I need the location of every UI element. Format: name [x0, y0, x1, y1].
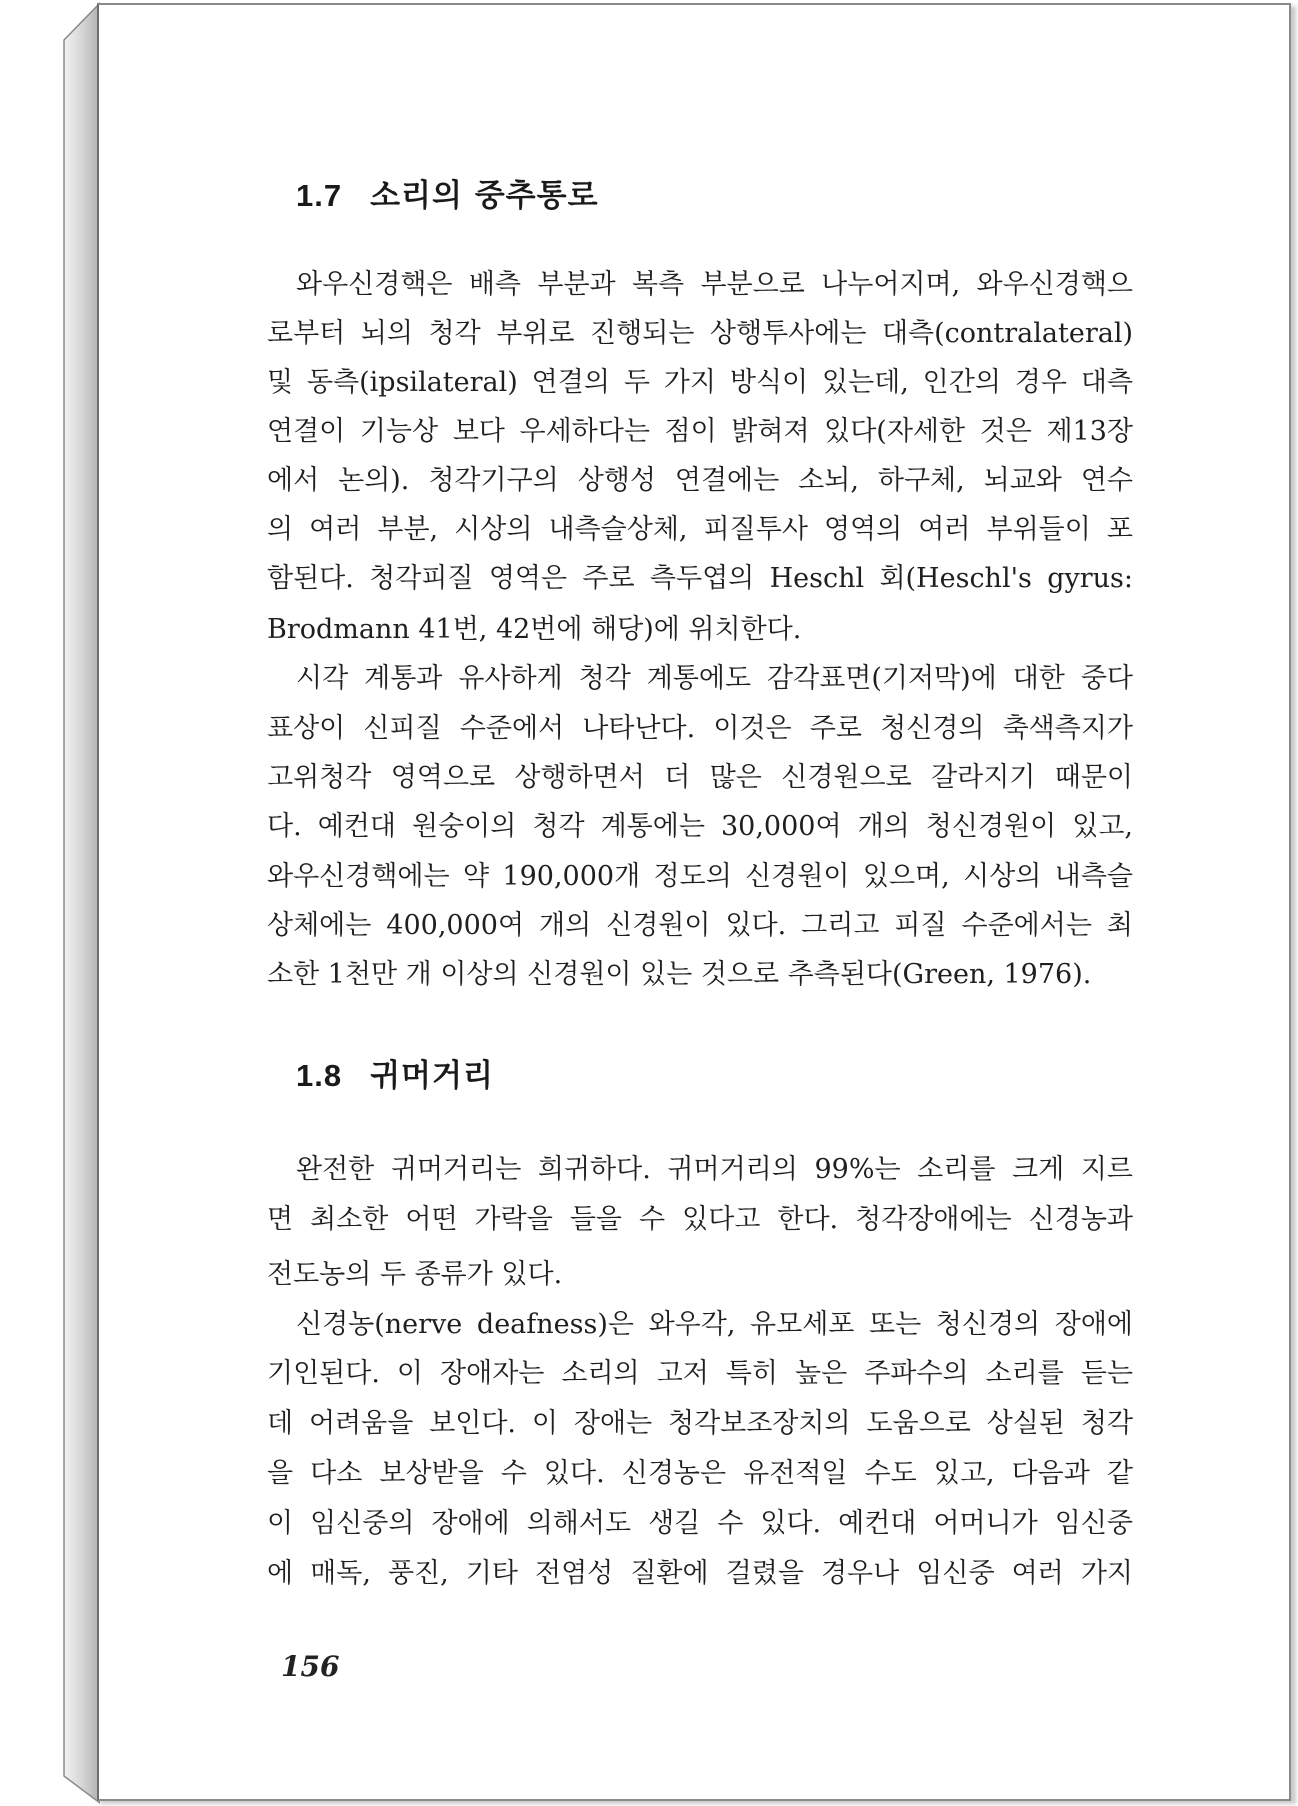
paragraph-line: 연결이 기능상 보다 우세하다는 점이 밝혀져 있다(자세한 것은 제13장 — [267, 416, 1133, 447]
paragraph-line: 고위청각 영역으로 상행하면서 더 많은 신경원으로 갈라지기 때문이 — [267, 762, 1133, 793]
section-number: 1.7 — [296, 178, 343, 213]
paragraph-line: 을 다소 보상받을 수 있다. 신경농은 유전적일 수도 있고, 다음과 같 — [267, 1458, 1133, 1489]
paragraph-line: 면 최소한 어떤 가락을 들을 수 있다고 한다. 청각장애에는 신경농과 — [267, 1204, 1133, 1235]
paragraph-line: 다. 예컨대 원숭이의 청각 계통에는 30,000여 개의 청신경원이 있고, — [267, 811, 1133, 842]
section-title: 귀머거리 — [370, 1058, 494, 1094]
paragraph-line: 함된다. 청각피질 영역은 주로 측두엽의 Heschl 회(Heschl's gyrus: — [267, 563, 1133, 594]
section-title: 소리의 중추통로 — [370, 178, 599, 214]
paragraph-line: 기인된다. 이 장애자는 소리의 고저 특히 높은 주파수의 소리를 듣는 — [267, 1358, 1133, 1389]
paragraph-line: 상체에는 400,000여 개의 신경원이 있다. 그리고 피질 수준에서는 최 — [267, 910, 1133, 941]
paragraph-line: 에서 논의). 청각기구의 상행성 연결에는 소뇌, 하구체, 뇌교와 연수 — [267, 465, 1133, 496]
paragraph-line: 의 여러 부분, 시상의 내측슬상체, 피질투사 영역의 여러 부위들이 포 — [267, 514, 1133, 545]
section-number: 1.8 — [296, 1058, 343, 1093]
paragraph-line: 시각 계통과 유사하게 청각 계통에도 감각표면(기저막)에 대한 중다 — [296, 663, 1133, 694]
paragraph-line: 및 동측(ipsilateral) 연결의 두 가지 방식이 있는데, 인간의 경우 대측 — [267, 367, 1133, 398]
paragraph-line: 와우신경핵은 배측 부분과 복측 부분으로 나누어지며, 와우신경핵으 — [296, 269, 1133, 300]
section-heading — [296, 170, 599, 215]
section-heading — [296, 1050, 494, 1095]
paragraph-line: 완전한 귀머거리는 희귀하다. 귀머거리의 99%는 소리를 크게 지르 — [296, 1154, 1133, 1185]
paragraph-line: 소한 1천만 개 이상의 신경원이 있는 것으로 추측된다(Green, 1976). — [267, 959, 1092, 990]
paragraph-line: 로부터 뇌의 청각 부위로 진행되는 상행투사에는 대측(contralateral) — [267, 318, 1133, 349]
paragraph-line: 에 매독, 풍진, 기타 전염성 질환에 걸렸을 경우나 임신중 여러 가지 — [267, 1558, 1133, 1589]
paragraph-line: 이 임신중의 장애에 의해서도 생길 수 있다. 예컨대 어머니가 임신중 — [267, 1508, 1133, 1539]
page-number: 156 — [281, 1650, 340, 1683]
paragraph-line: 데 어려움을 보인다. 이 장애는 청각보조장치의 도움으로 상실된 청각 — [267, 1408, 1133, 1439]
paragraph-line: 표상이 신피질 수준에서 나타난다. 이것은 주로 청신경의 축색측지가 — [267, 713, 1133, 744]
book-spine — [0, 0, 100, 1806]
paragraph-line: Brodmann 41번, 42번에 해당)에 위치한다. — [267, 614, 802, 645]
paragraph-line: 와우신경핵에는 약 190,000개 정도의 신경원이 있으며, 시상의 내측슬 — [267, 861, 1133, 892]
paragraph-line: 전도농의 두 종류가 있다. — [267, 1259, 563, 1290]
paragraph-line: 신경농(nerve deafness)은 와우각, 유모세포 또는 청신경의 장애에 — [296, 1309, 1133, 1340]
